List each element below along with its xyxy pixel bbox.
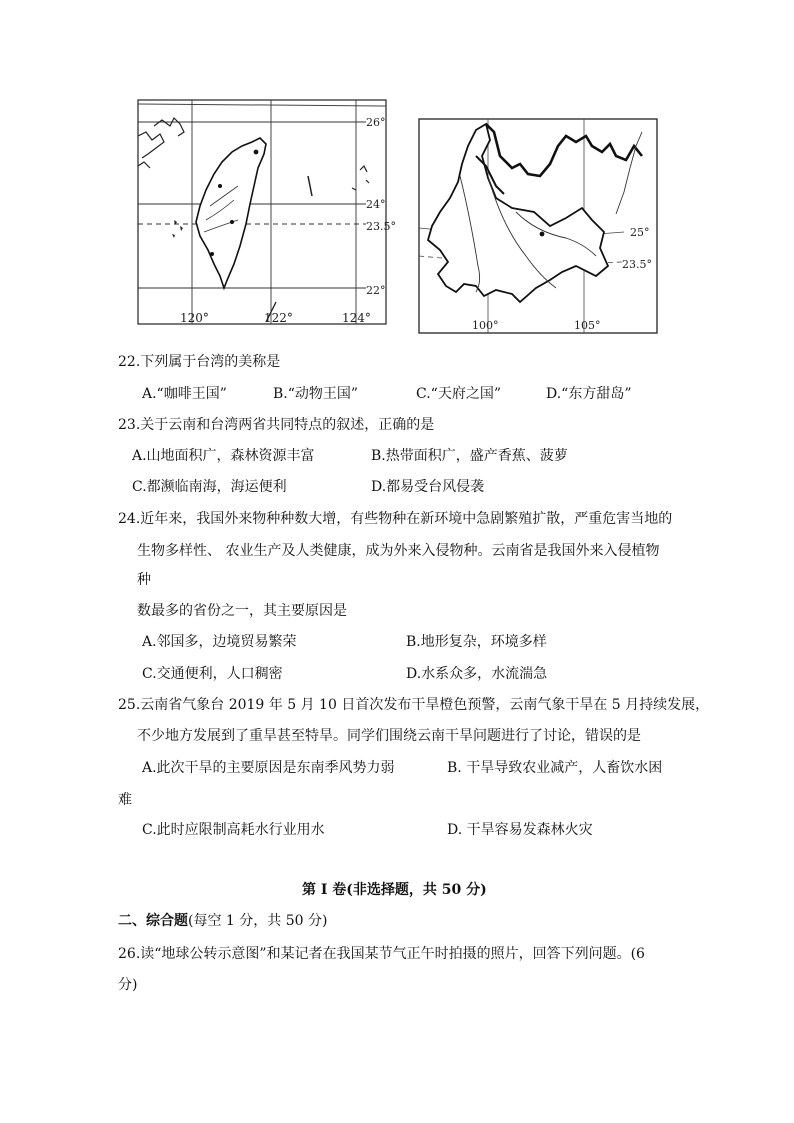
q24-stem-line-4: 数最多的省份之一，其主要原因是 (137, 603, 347, 619)
q25-stem-line-2: 不少地方发展到了重旱甚至特旱。同学们围绕云南干旱问题进行了讨论，错误的是 (137, 728, 641, 744)
q25-option-a: A.此次干旱的主要原因是东南季风势力弱 (142, 760, 395, 776)
q26-stem-line-2: 分) (118, 977, 138, 993)
yunnan-map (416, 116, 666, 336)
q24-option-d: D.水系众多，水流湍急 (406, 666, 548, 682)
taiwan-island (196, 138, 266, 288)
section-heading (118, 911, 327, 931)
q24-option-c: C.交通便利，人口稠密 (142, 666, 283, 682)
taiwan-lat-label-24: 24° (366, 198, 386, 211)
q23-option-c: C.都濒临南海，海运便利 (132, 479, 287, 495)
taiwan-lat-label-22: 22° (366, 284, 386, 297)
q22-option-d: D.“东方甜岛” (546, 386, 632, 402)
q24-option-b: B.地形复杂，环境多样 (406, 634, 547, 650)
q24-stem-line-3: 种 (137, 572, 151, 588)
q25-stem-line-1: 25.云南省气象台 2019 年 5 月 10 日首次发布干旱橙色预警，云南气象干旱在 5 月持续发展， (118, 697, 710, 713)
taiwan-map-frame (138, 100, 386, 324)
q25-option-d: D. 干旱容易发森林火灾 (447, 822, 593, 838)
q24-stem-line-1: 24.近年来，我国外来物种种数大增，有些物种在新环境中急剧繁殖扩散，严重危害当地的 (118, 511, 673, 527)
northern-border (486, 124, 642, 176)
yunnan-lon-label-100: 100° (472, 319, 499, 332)
q22-option-a: A.“咖啡王国” (142, 386, 227, 402)
fujian-coast (138, 118, 184, 168)
q25-option-b: B. 干旱导致农业减产，人畜饮水困 (447, 760, 663, 776)
q22-stem: 22.下列属于台湾的美称是 (118, 354, 281, 370)
yunnan-lat-label-25: 25° (630, 226, 650, 239)
taiwan-lon-label-124: 124° (342, 311, 371, 325)
q25-option-b-wrap: 难 (118, 792, 132, 808)
yunnan-lat-label-23-5: 23.5° (622, 258, 652, 271)
q23-option-d: D.都易受台风侵袭 (371, 479, 485, 495)
taiwan-lon-label-120: 120° (180, 311, 209, 325)
yunnan-province (428, 124, 608, 302)
q23-option-b: B.热带面积广，盛产香蕉、菠萝 (371, 448, 568, 464)
section-title: 第 I 卷(非选择题，共 50 分) (302, 882, 487, 898)
q26-stem-line-1: 26.读“地球公转示意图”和某记者在我国某节气正午时拍摄的照片，回答下列问题。(6 (118, 946, 645, 962)
q22-option-b: B.“动物王国” (273, 386, 359, 402)
q23-option-a: A.山地面积广，森林资源丰富 (132, 448, 315, 464)
q24-option-a: A.邻国多，边境贸易繁荣 (142, 634, 297, 650)
q25-option-c: C.此时应限制高耗水行业用水 (142, 822, 325, 838)
q22-option-c: C.“天府之国” (416, 386, 501, 402)
taiwan-lat-label-23-5: 23.5° (366, 220, 396, 233)
section-heading-bold: 二、综合题 (118, 913, 188, 929)
taiwan-lat-label-26: 26° (366, 116, 386, 129)
q24-stem-line-2: 生物多样性、 农业生产及人类健康，成为外来入侵物种。云南省是我国外来入侵植物 (137, 543, 660, 559)
yunnan-lon-label-105: 105° (574, 319, 601, 332)
taiwan-map (134, 96, 396, 328)
section-heading-rest: (每空 1 分，共 50 分) (188, 913, 328, 929)
taiwan-lon-label-122: 122° (264, 311, 293, 325)
q23-stem: 23.关于云南和台湾两省共同特点的叙述，正确的是 (118, 417, 435, 433)
